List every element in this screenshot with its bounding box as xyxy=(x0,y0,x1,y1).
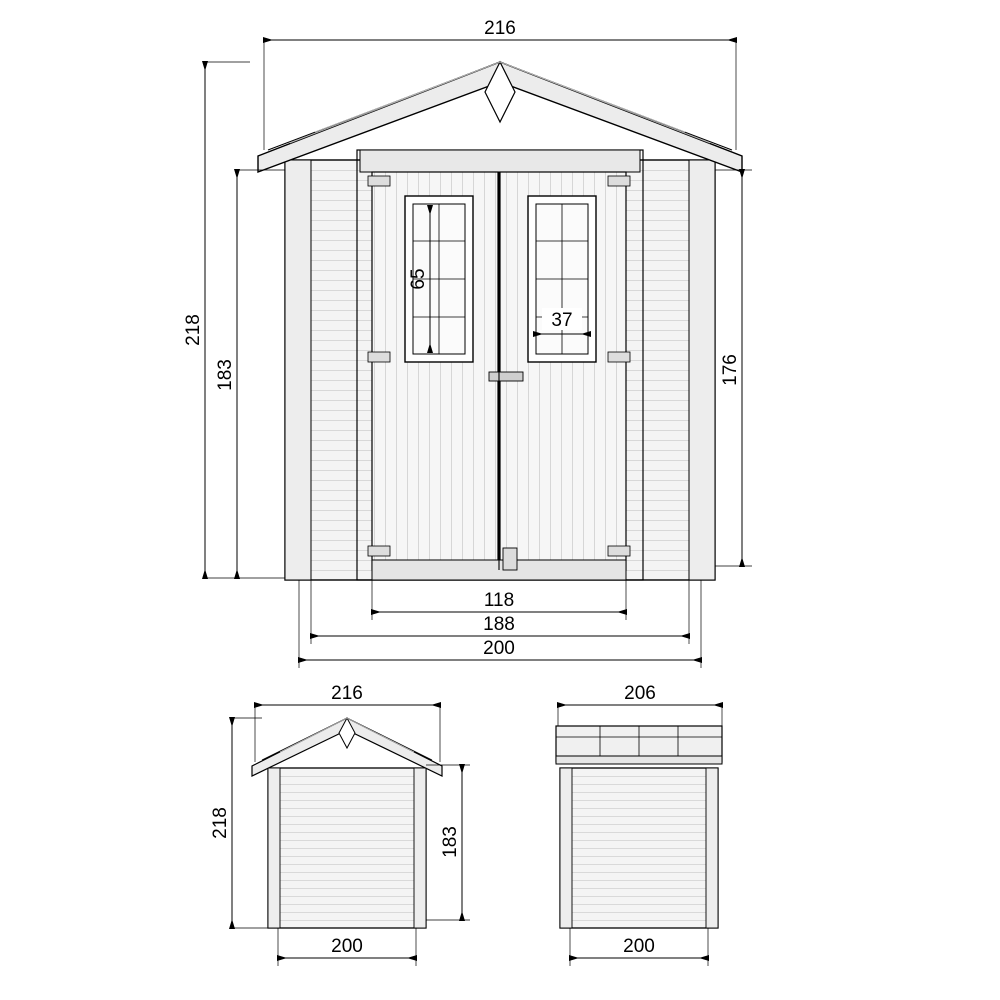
side-roof-fascia xyxy=(556,756,722,764)
front-elevation-view xyxy=(183,18,752,668)
dim-label-118-door: 118 xyxy=(483,590,515,611)
dim-label-218-front: 218 xyxy=(183,314,204,346)
front-corner-post-left xyxy=(285,160,311,580)
dim-label-206-side: 206 xyxy=(624,683,656,704)
front-door-header xyxy=(360,150,640,172)
hinge-icon xyxy=(608,546,630,556)
side-corner-post-right xyxy=(706,768,718,928)
front-corner-post-right xyxy=(689,160,715,580)
dim-label-183-front: 183 xyxy=(215,359,236,391)
rear-elevation-view xyxy=(210,683,470,966)
door-latch-icon xyxy=(503,548,517,570)
dim-label-216-rear: 216 xyxy=(331,683,363,704)
hinge-icon xyxy=(368,176,390,186)
dim-label-216-front: 216 xyxy=(484,18,516,39)
dim-label-183-rear: 183 xyxy=(440,826,461,858)
dim-label-188-inner: 188 xyxy=(483,614,515,635)
side-wall-body xyxy=(560,768,718,928)
rear-wall-body xyxy=(268,768,426,928)
dim-label-176-front: 176 xyxy=(720,354,741,386)
side-elevation-view xyxy=(556,683,722,966)
dim-label-200-rear: 200 xyxy=(331,936,363,957)
hinge-icon xyxy=(368,546,390,556)
rear-corner-post-right xyxy=(414,768,426,928)
hinge-icon xyxy=(368,352,390,362)
hinge-icon xyxy=(608,352,630,362)
dim-label-65-window: 65 xyxy=(408,268,429,290)
dim-label-218-rear: 218 xyxy=(210,807,231,839)
hinge-icon xyxy=(608,176,630,186)
dim-label-200-side: 200 xyxy=(623,936,655,957)
side-corner-post-left xyxy=(560,768,572,928)
door-handle-icon xyxy=(489,372,523,381)
rear-corner-post-left xyxy=(268,768,280,928)
dim-label-200-base: 200 xyxy=(483,638,515,659)
dim-label-37-window: 37 xyxy=(551,310,573,331)
